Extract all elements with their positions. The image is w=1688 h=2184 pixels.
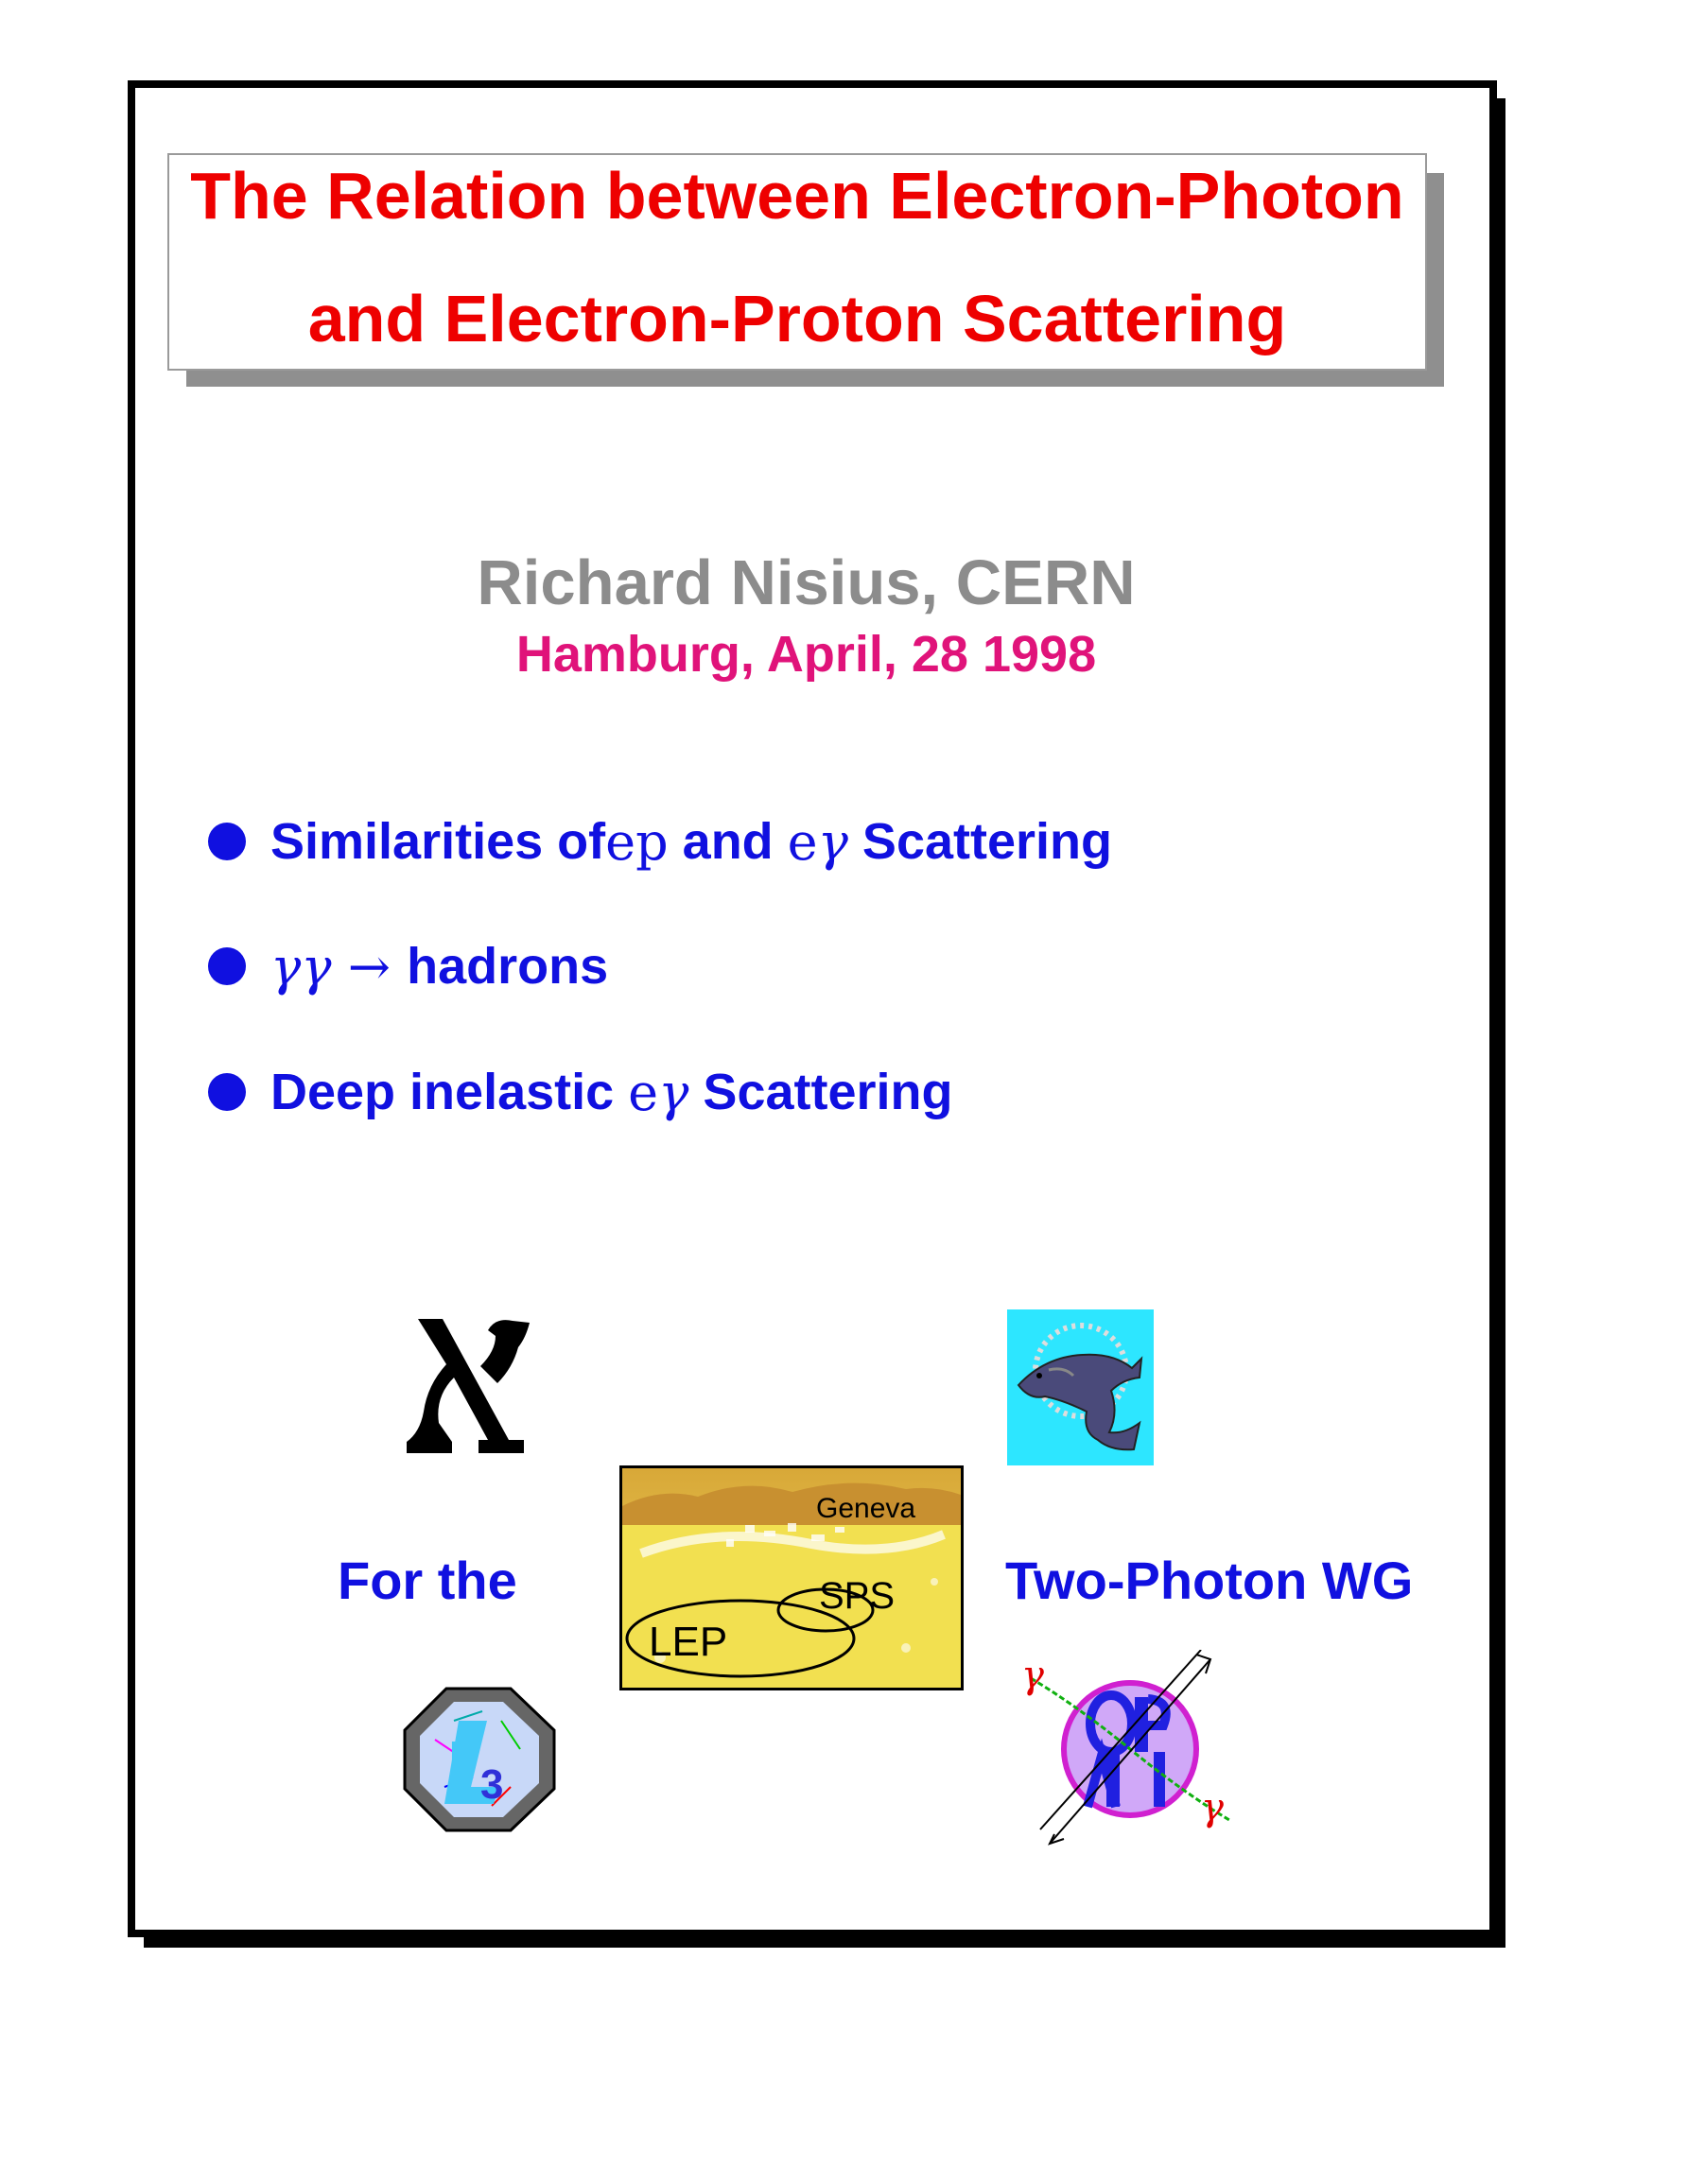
bullet-text: Scattering (688, 1064, 953, 1120)
map-label-sps: SPS (819, 1575, 896, 1617)
l3-label: L (449, 1733, 475, 1779)
math-gamma-gamma: γγ (270, 936, 332, 997)
opal-gamma-top: γ (1021, 1654, 1044, 1697)
math-gamma: γ (658, 1062, 689, 1122)
opal-gamma-bottom: γ (1201, 1786, 1224, 1829)
bullet-dot-icon (208, 947, 246, 985)
author-name: Richard Nisius, CERN (477, 547, 1136, 618)
map-label-lep: LEP (649, 1619, 728, 1665)
math-ep: ep (605, 811, 669, 872)
title-line-2: and Electron-Proton Scattering (307, 282, 1287, 355)
bullet-text: hadrons (407, 938, 609, 995)
bullet-item-similarities (208, 808, 1112, 875)
footer-right-label: Two-Photon WG (1005, 1551, 1414, 1610)
footer-left-label: For the (338, 1551, 517, 1610)
bullet-item-deep-inelastic (208, 1059, 953, 1125)
dolphin-icon (1007, 1309, 1154, 1465)
math-gamma: γ (817, 811, 848, 872)
bullet-text: Scattering (847, 813, 1112, 870)
title-line-1: The Relation between Electron-Photon (190, 159, 1404, 233)
map-label-geneva: Geneva (816, 1493, 916, 1524)
math-e: e (628, 1062, 659, 1122)
bullet-text: Deep inelastic (270, 1064, 629, 1120)
l3-logo-icon (397, 1683, 563, 1834)
opal-logo-icon (1021, 1650, 1239, 1848)
lep-map-image (619, 1465, 964, 1690)
aleph-letter-icon (397, 1309, 539, 1465)
math-arrow: → (331, 936, 408, 997)
bullet-text: and (668, 813, 788, 870)
bullet-dot-icon (208, 1073, 246, 1111)
bullet-text: Similarities of (270, 813, 606, 870)
svg-text:3: 3 (480, 1761, 504, 1808)
venue-date: Hamburg, April, 28 1998 (515, 626, 1097, 683)
title-box (167, 153, 1427, 371)
bullet-item-gamma-gamma (208, 933, 608, 999)
bullet-dot-icon (208, 823, 246, 860)
math-e: e (787, 811, 818, 872)
